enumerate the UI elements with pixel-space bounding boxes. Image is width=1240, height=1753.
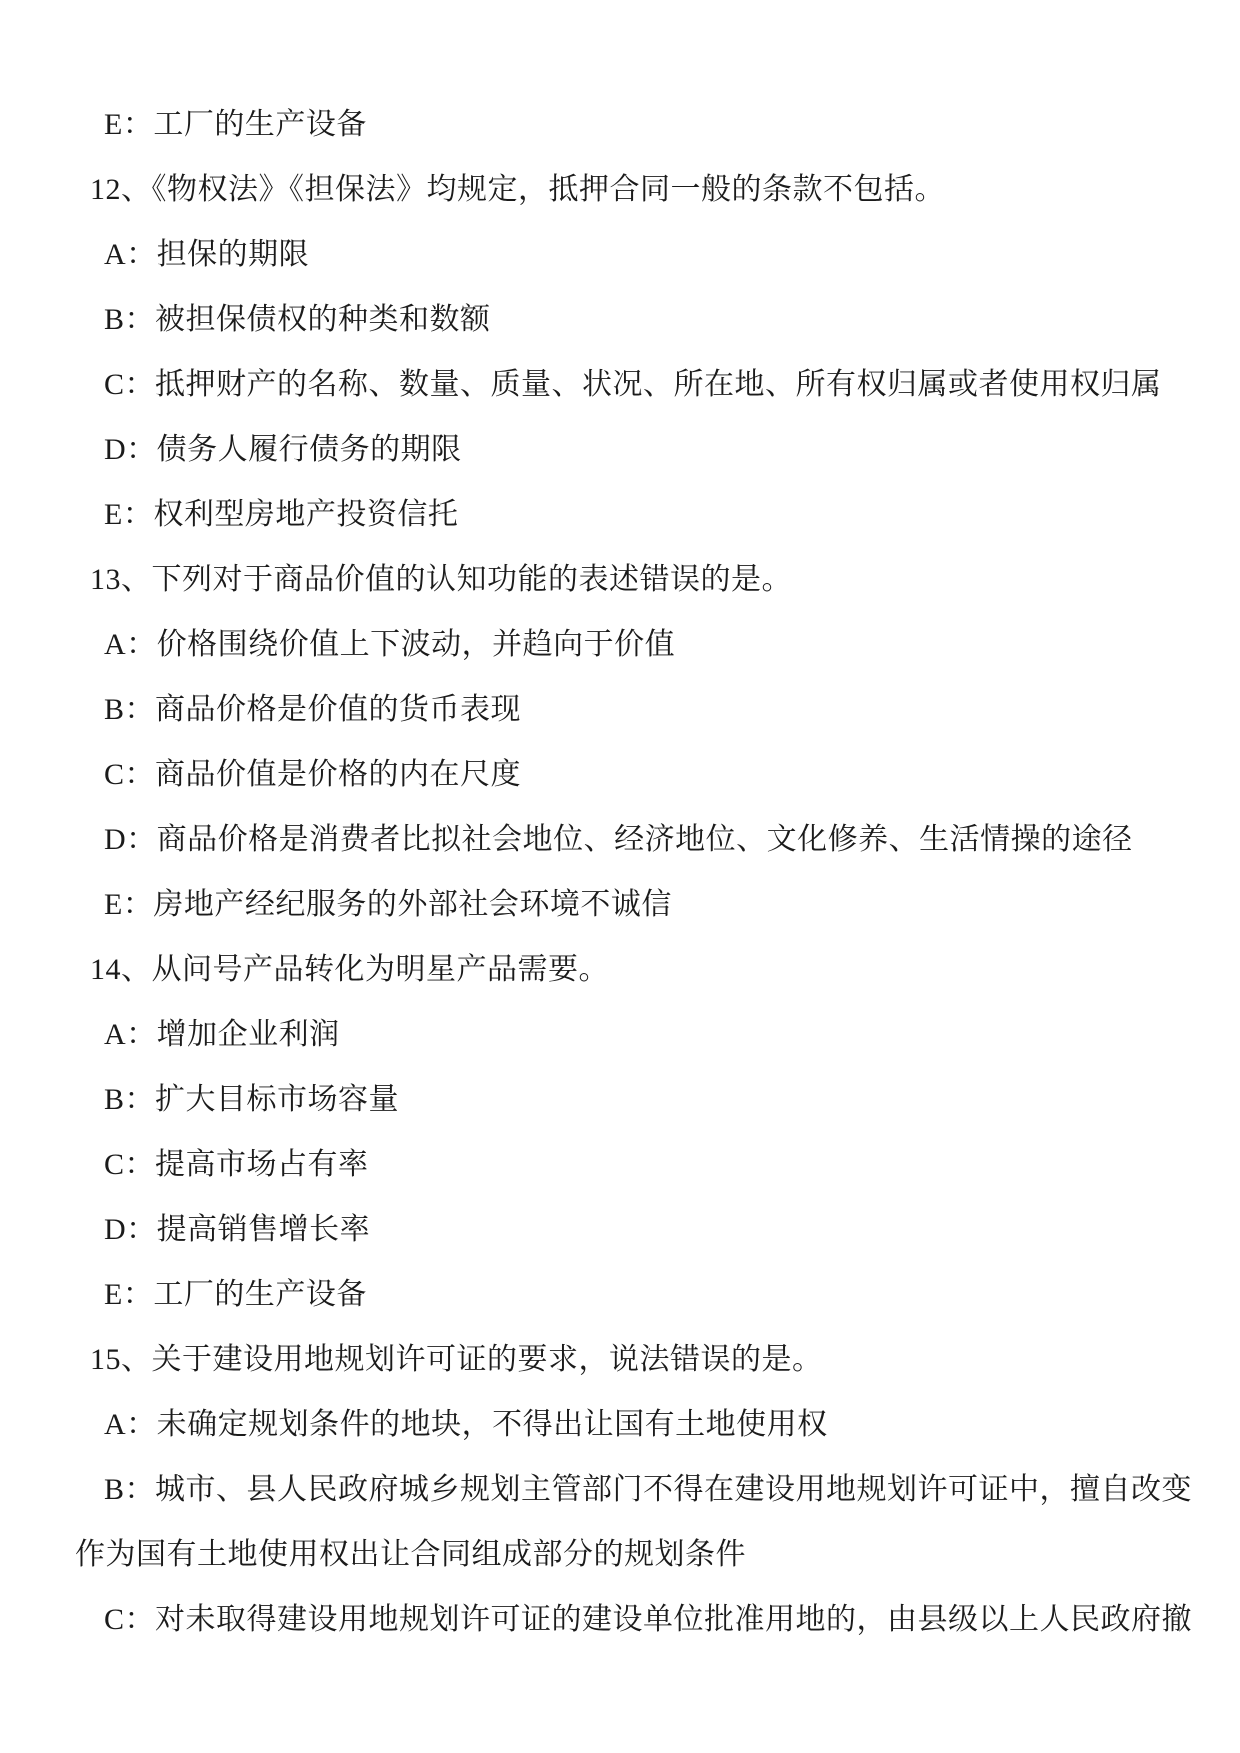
question-line: 15、关于建设用地规划许可证的要求，说法错误的是。: [90, 1343, 823, 1376]
question-line: 14、从问号产品转化为明星产品需要。: [90, 953, 609, 986]
option-line: E：工厂的生产设备: [104, 108, 367, 141]
option-line: D：债务人履行债务的期限: [104, 433, 462, 466]
option-line: A：价格围绕价值上下波动，并趋向于价值: [104, 628, 676, 661]
option-line: E：工厂的生产设备: [104, 1278, 367, 1311]
option-line: B：城市、县人民政府城乡规划主管部门不得在建设用地规划许可证中，擅自改变: [104, 1473, 1193, 1506]
option-line: C：提高市场占有率: [104, 1148, 369, 1181]
option-line: E：权利型房地产投资信托: [104, 498, 459, 531]
option-continuation-line: 作为国有土地使用权出让合同组成部分的规划条件: [75, 1538, 746, 1571]
option-line: C：商品价值是价格的内在尺度: [104, 758, 522, 791]
option-line: D：商品价格是消费者比拟社会地位、经济地位、文化修养、生活情操的途径: [104, 823, 1133, 856]
question-line: 13、下列对于商品价值的认知功能的表述错误的是。: [90, 563, 792, 596]
option-line: B：商品价格是价值的货币表现: [104, 693, 522, 726]
option-line: A：未确定规划条件的地块，不得出让国有土地使用权: [104, 1408, 828, 1441]
option-line: E：房地产经纪服务的外部社会环境不诚信: [104, 888, 672, 921]
option-line: C：对未取得建设用地规划许可证的建设单位批准用地的，由县级以上人民政府撤: [104, 1603, 1193, 1636]
option-line: A：担保的期限: [104, 238, 310, 271]
option-line: C：抵押财产的名称、数量、质量、状况、所在地、所有权归属或者使用权归属: [104, 368, 1162, 401]
option-line: B：扩大目标市场容量: [104, 1083, 400, 1116]
option-line: D：提高销售增长率: [104, 1213, 371, 1246]
option-line: B：被担保债权的种类和数额: [104, 303, 491, 336]
question-line: 12、《物权法》《担保法》均规定，抵押合同一般的条款不包括。: [90, 173, 945, 206]
option-line: A：增加企业利润: [104, 1018, 340, 1051]
